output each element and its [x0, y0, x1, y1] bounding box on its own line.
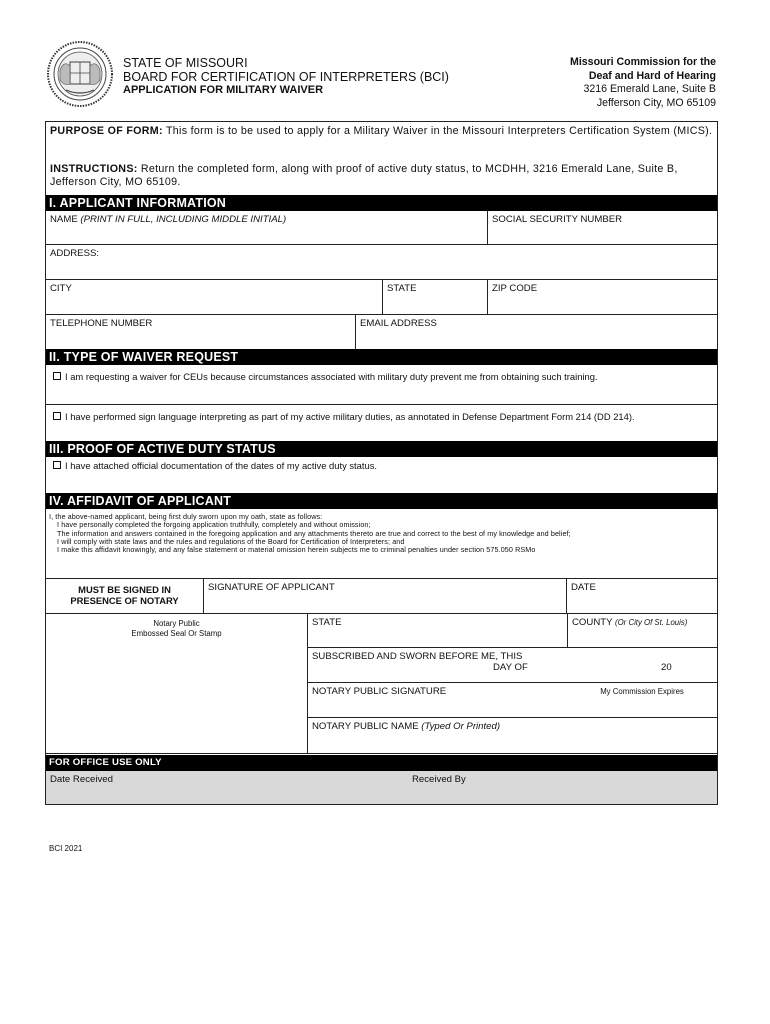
city-field[interactable]	[46, 280, 382, 314]
notary-seal-area	[46, 614, 307, 754]
commission-expires-field[interactable]	[567, 683, 717, 717]
signature-row	[46, 579, 717, 614]
form-code: BCI 2021	[49, 844, 83, 853]
name-hint: (PRINT IN FULL, INCLUDING MIDDLE INITIAL)	[80, 214, 287, 225]
year-prefix: 20	[661, 662, 672, 673]
instructions-label: INSTRUCTIONS:	[50, 163, 138, 175]
notary-name-label: NOTARY PUBLIC NAME	[312, 721, 419, 732]
name-ssn-row	[46, 211, 717, 245]
notary-county-label: COUNTY	[572, 617, 613, 628]
purpose-block	[46, 122, 717, 202]
commission-address	[570, 56, 716, 110]
city-state-zip-row	[46, 280, 717, 315]
waiver-option-dd214[interactable]	[46, 405, 717, 441]
affidavit-line-4: I make this affidavit knowingly, and any false statement or material omission herein subjects me to criminal penalties under section 575.050 RSMo	[57, 545, 536, 555]
instructions-body: Return the completed form, along with proof of active duty status, to MCDHH, 3216 Emerald Lane, Suite B, Jefferson City, MO 65109.	[50, 163, 678, 188]
section-waiver-type-heading: II. TYPE OF WAIVER REQUEST	[46, 349, 717, 365]
notary-seal-text	[46, 614, 307, 638]
must-sign-notice	[46, 579, 203, 613]
applicant-signature-label: SIGNATURE OF APPLICANT	[208, 582, 335, 593]
state-field[interactable]	[382, 280, 487, 314]
form-title: APPLICATION FOR MILITARY WAIVER	[123, 84, 324, 96]
section-applicant-information-heading: I. APPLICANT INFORMATION	[46, 195, 717, 211]
notary-fields	[307, 614, 717, 754]
notary-state-county-row	[308, 614, 717, 648]
notary-name-hint: (Typed Or Printed)	[421, 721, 501, 732]
subscribed-field[interactable]	[308, 648, 717, 682]
notary-name-row	[308, 718, 717, 754]
date-received-label: Date Received	[50, 774, 113, 785]
zip-field[interactable]	[487, 280, 717, 314]
name-field[interactable]	[46, 211, 487, 244]
commission-street: 3216 Emerald Lane, Suite B	[583, 83, 716, 95]
notary-state-field[interactable]	[308, 614, 567, 647]
commission-name-line2: Deaf and Hard of Hearing	[588, 69, 716, 82]
office-use-heading: FOR OFFICE USE ONLY	[46, 755, 717, 771]
waiver-dd214-checkbox[interactable]	[53, 412, 61, 420]
section-affidavit-heading: IV. AFFIDAVIT OF APPLICANT	[46, 493, 717, 509]
notary-seal-line-1: Notary Public	[153, 619, 200, 628]
subscribed-label: SUBSCRIBED AND SWORN BEFORE ME, THIS	[312, 651, 523, 662]
phone-label: TELEPHONE NUMBER	[50, 318, 153, 329]
proof-label: I have attached official documentation of the dates of my active duty status.	[65, 460, 377, 471]
ssn-label: SOCIAL SECURITY NUMBER	[492, 214, 623, 225]
agency-heading	[123, 57, 449, 98]
waiver-ceu-checkbox[interactable]	[53, 372, 61, 380]
day-of-label: DAY OF	[493, 662, 528, 673]
purpose-label: PURPOSE OF FORM:	[50, 125, 163, 137]
zip-label: ZIP CODE	[492, 283, 538, 294]
proof-checkbox[interactable]	[53, 461, 61, 469]
name-label: NAME	[50, 214, 78, 225]
affidavit-line-1: I have personally completed the forgoing application truthfully, completely and without omission;	[57, 520, 371, 530]
purpose-text	[50, 125, 713, 138]
office-use-area	[46, 771, 717, 804]
missouri-seal-icon	[46, 40, 114, 108]
affidavit-statement	[49, 513, 714, 554]
phone-field[interactable]	[46, 315, 355, 349]
subscribed-row	[308, 648, 717, 683]
commission-name-line1: Missouri Commission for the	[570, 56, 716, 68]
proof-option-row	[46, 457, 717, 493]
signature-date-label: DATE	[571, 582, 596, 593]
affidavit-text-block	[46, 509, 717, 579]
applicant-signature-field[interactable]	[203, 579, 566, 613]
notary-name-field[interactable]	[308, 718, 717, 753]
state-name: STATE OF MISSOURI	[123, 56, 248, 70]
must-sign-line-1: MUST BE SIGNED IN	[78, 584, 171, 595]
must-sign-line-2: PRESENCE OF NOTARY	[70, 595, 179, 606]
state-label: STATE	[387, 283, 417, 294]
board-name: BOARD FOR CERTIFICATION OF INTERPRETERS (BCI)	[123, 69, 449, 84]
notary-signature-label: NOTARY PUBLIC SIGNATURE	[312, 686, 447, 697]
commission-expires-label: My Commission Expires	[600, 687, 684, 696]
notary-signature-field[interactable]	[308, 683, 567, 717]
notary-seal-line-2: Embossed Seal Or Stamp	[131, 628, 222, 638]
affidavit-line-3: I will comply with state laws and the rules and regulations of the Board for Certification of Interpreters; and	[57, 536, 405, 546]
notary-county-hint: (Or City Of St. Louis)	[615, 618, 688, 627]
instructions-text	[50, 163, 713, 188]
date-received-field	[46, 771, 406, 804]
email-field[interactable]	[355, 315, 717, 349]
section-proof-active-duty-heading: III. PROOF OF ACTIVE DUTY STATUS	[46, 441, 717, 457]
ssn-field[interactable]	[487, 211, 717, 244]
commission-city: Jefferson City, MO 65109	[596, 96, 716, 109]
application-form	[45, 121, 718, 805]
proof-option[interactable]	[46, 457, 717, 493]
received-by-label: Received By	[412, 774, 466, 785]
purpose-body: This form is to be used to apply for a Military Waiver in the Missouri Interpreters Certification System (MICS).	[162, 125, 713, 137]
notary-state-label: STATE	[312, 617, 342, 628]
phone-email-row	[46, 315, 717, 349]
email-label: EMAIL ADDRESS	[360, 318, 437, 329]
notary-signature-row	[308, 683, 717, 718]
notary-county-field[interactable]	[567, 614, 717, 647]
waiver-option-ceu[interactable]	[46, 365, 717, 404]
waiver-ceu-label: I am requesting a waiver for CEUs because circumstances associated with military duty prevent me from obtaining such training.	[65, 371, 598, 382]
waiver-dd214-label: I have performed sign language interpreting as part of my active military duties, as annotated in Defense Department Form 214 (DD 214).	[65, 411, 635, 422]
waiver-option-ceu-row	[46, 365, 717, 405]
waiver-option-dd214-row	[46, 405, 717, 441]
address-field[interactable]	[46, 245, 717, 279]
affidavit-intro: I, the above-named applicant, being first duly sworn upon my oath, state as follows:	[49, 512, 323, 521]
signature-date-field[interactable]	[566, 579, 717, 613]
address-label: ADDRESS:	[50, 248, 100, 259]
address-row	[46, 245, 717, 280]
city-label: CITY	[50, 283, 72, 294]
affidavit-line-2: The information and answers contained in the foregoing application and any attachments thereto are true and correct to the best of my knowledge and belief;	[57, 528, 571, 538]
received-by-field	[408, 771, 717, 804]
